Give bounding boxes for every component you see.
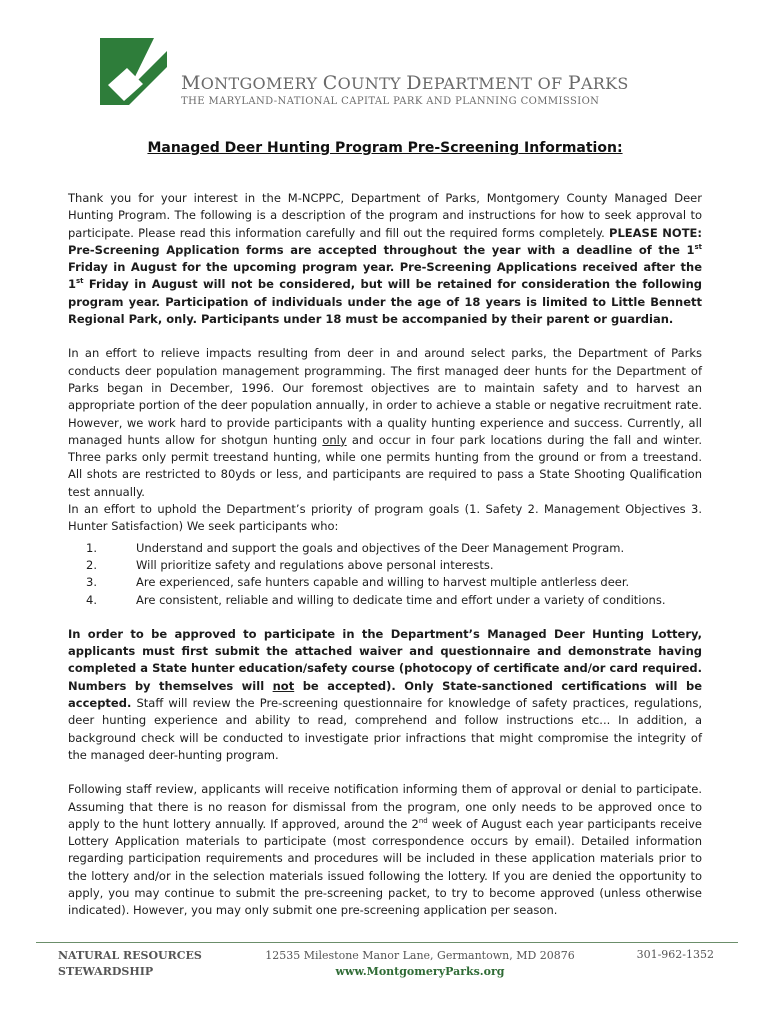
effort-text: In an effort to relieve impacts resulting from deer in and around select parks, the Department of Parks conducts deer population management programming. The first managed deer hunts for the Department of Parks began in December, 1996. Our foremost objectives are to maintain safety and to harvest an appropriate portion of the deer population annually, in order to achieve a stable or negative recruitment rate. However, we work hard to provide participants with a quality hunting experience and success. Currently, all managed hunts allow for shotgun hunting [68, 346, 702, 447]
review-text: Following staff review, applicants will receive notification informing them of approval or denial to participate. Assuming that there is no reason for dismissal from the program, one only needs to be approved once to apply to the hunt lottery annually. If approved, around the 2 [68, 782, 702, 831]
note-text: Friday in August will not be considered, but will be retained for consideration the following program year. Participation of individuals under the age of 18 years is limited to Little Bennett Regional Park, only. Participants under 18 must be accompanied by their parent or guardian. [68, 277, 702, 327]
note-text: PLEASE NOTE: Pre-Screening Application forms are accepted throughout the year with a deadline of the 1 [68, 225, 702, 257]
effort-text: and occur in four park locations during the fall and winter. Three parks only permit treestand hunting, while one permits hunting from the ground or from a treestand. All shots are restricted to 80yds or less, and participants are required to pass a State Shooting Qualification test annually. [68, 432, 702, 499]
superscript: st [694, 243, 702, 252]
review-paragraph [68, 781, 702, 919]
footer-division: NATURAL RESOURCES STEWARDSHIP [58, 949, 202, 978]
underlined-word: not [272, 678, 295, 693]
approval-bold-text: be accepted). Only State-sanctioned certifications will be accepted. [68, 678, 703, 711]
footer-contact [260, 948, 580, 980]
goals-list [68, 540, 702, 609]
footer-address: 12535 Milestone Manor Lane, Germantown, MD 20876 [265, 949, 575, 962]
footer-phone: 301-962-1352 [636, 948, 714, 961]
list-item: 1. Understand and support the goals and objectives of the Deer Management Program. [86, 540, 625, 555]
underlined-word: only [322, 432, 347, 447]
goals-intro-paragraph: In an effort to uphold the Department’s priority of program goals (1. Safety 2. Management Objectives 3. Hunter Satisfaction) We seek participants who: [68, 502, 702, 534]
document-title: Managed Deer Hunting Program Pre-Screening Information: [147, 140, 623, 156]
effort-paragraph [68, 345, 702, 501]
list-item: 4. Are consistent, reliable and willing to dedicate time and effort under a variety of conditions. [86, 592, 666, 607]
list-item: 3. Are experienced, safe hunters capable and willing to harvest multiple antlerless deer. [86, 575, 630, 590]
approval-paragraph [68, 626, 702, 764]
list-item: 2. Will prioritize safety and regulations above personal interests. [86, 557, 494, 572]
website-link[interactable]: www.MontgomeryParks.org [335, 965, 505, 978]
approval-text: Staff will review the Pre-screening questionnaire for knowledge of safety practices, regulations, deer hunting experience and ability to read, comprehend and follow instructions etc... In addition, a background check will be conducted to investigate prior infractions that might compromise the integrity of the managed deer-hunting program. [68, 696, 702, 762]
org-name: MONTGOMERY COUNTY DEPARTMENT OF PARKS [181, 72, 629, 94]
document-body [68, 190, 702, 920]
intro-text: Thank you for your interest in the M-NCPPC, Department of Parks, Montgomery County Managed Deer Hunting Program. The following is a description of the program and instructions for how to seek approval to participate. Please read this information carefully and fill out the required forms completely. [68, 191, 702, 240]
review-text: week of August each year participants receive Lottery Application materials to participate (most correspondence occurs by email). Detailed information regarding participation requirements and procedures will be included in these application materials prior to the lottery and/or in the selection materials issued following the lottery. If you are denied the opportunity to apply, you may continue to submit the pre-screening packet, to try to become approved (unless otherwise indicated). However, you may only submit one pre-screening application per season. [68, 816, 702, 918]
superscript: st [76, 277, 84, 286]
superscript: nd [418, 816, 428, 825]
mncppc-logo-icon [100, 38, 167, 105]
intro-paragraph [68, 190, 702, 328]
note-text: Friday in August for the upcoming program year. Pre-Screening Applications received after the 1 [68, 260, 702, 292]
approval-bold-text: In order to be approved to participate in the Department’s Managed Deer Hunting Lottery, applicants must first submit the attached waiver and questionnaire and demonstrate having completed a State hunter education/safety course (photocopy of certificate and/or card required. Numbers by themselves will [68, 626, 702, 693]
org-subtitle: THE MARYLAND-NATIONAL CAPITAL PARK AND PLANNING COMMISSION [181, 96, 600, 107]
footer-divider [36, 942, 738, 943]
